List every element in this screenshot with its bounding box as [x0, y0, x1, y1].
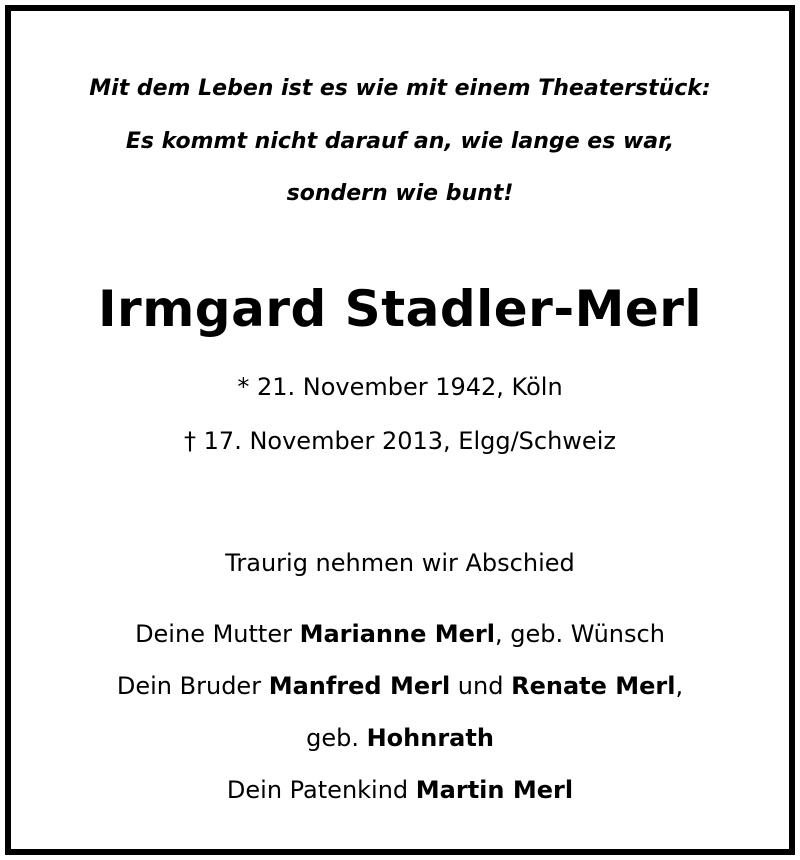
brother-name: Manfred Merl: [268, 672, 451, 700]
mother-name: Marianne Merl: [299, 620, 495, 648]
mourner-godchild: [11, 778, 789, 802]
brother-and: und: [450, 672, 512, 700]
godchild-prefix: Dein Patenkind: [226, 776, 416, 804]
motto-line-2: Es kommt nicht darauf an, wie lange es war,: [125, 129, 675, 154]
maiden-name: Hohnrath: [366, 724, 494, 752]
mourner-maiden-name: [11, 726, 789, 750]
motto-line-3: sondern wie bunt!: [286, 181, 514, 206]
sister-in-law-comma: ,: [675, 672, 684, 700]
farewell-text: Traurig nehmen wir Abschied: [225, 549, 575, 577]
mother-suffix: , geb. Wünsch: [494, 620, 665, 648]
motto-line-1: Mit dem Leben ist es wie mit einem Theaterstück:: [89, 76, 711, 101]
deceased-name: Irmgard Stadler-Merl: [97, 280, 703, 338]
godchild-name: Martin Merl: [415, 776, 574, 804]
mother-prefix: Deine Mutter: [135, 620, 300, 648]
death-date: † 17. November 2013, Elgg/Schweiz: [184, 427, 616, 455]
sister-in-law-name: Renate Merl: [511, 672, 676, 700]
obituary-frame: [5, 5, 795, 855]
mourner-brother: [11, 674, 789, 698]
birth-date: * 21. November 1942, Köln: [237, 373, 563, 401]
maiden-prefix: geb.: [306, 724, 367, 752]
mourner-mother: [11, 622, 789, 646]
brother-prefix: Dein Bruder: [116, 672, 269, 700]
